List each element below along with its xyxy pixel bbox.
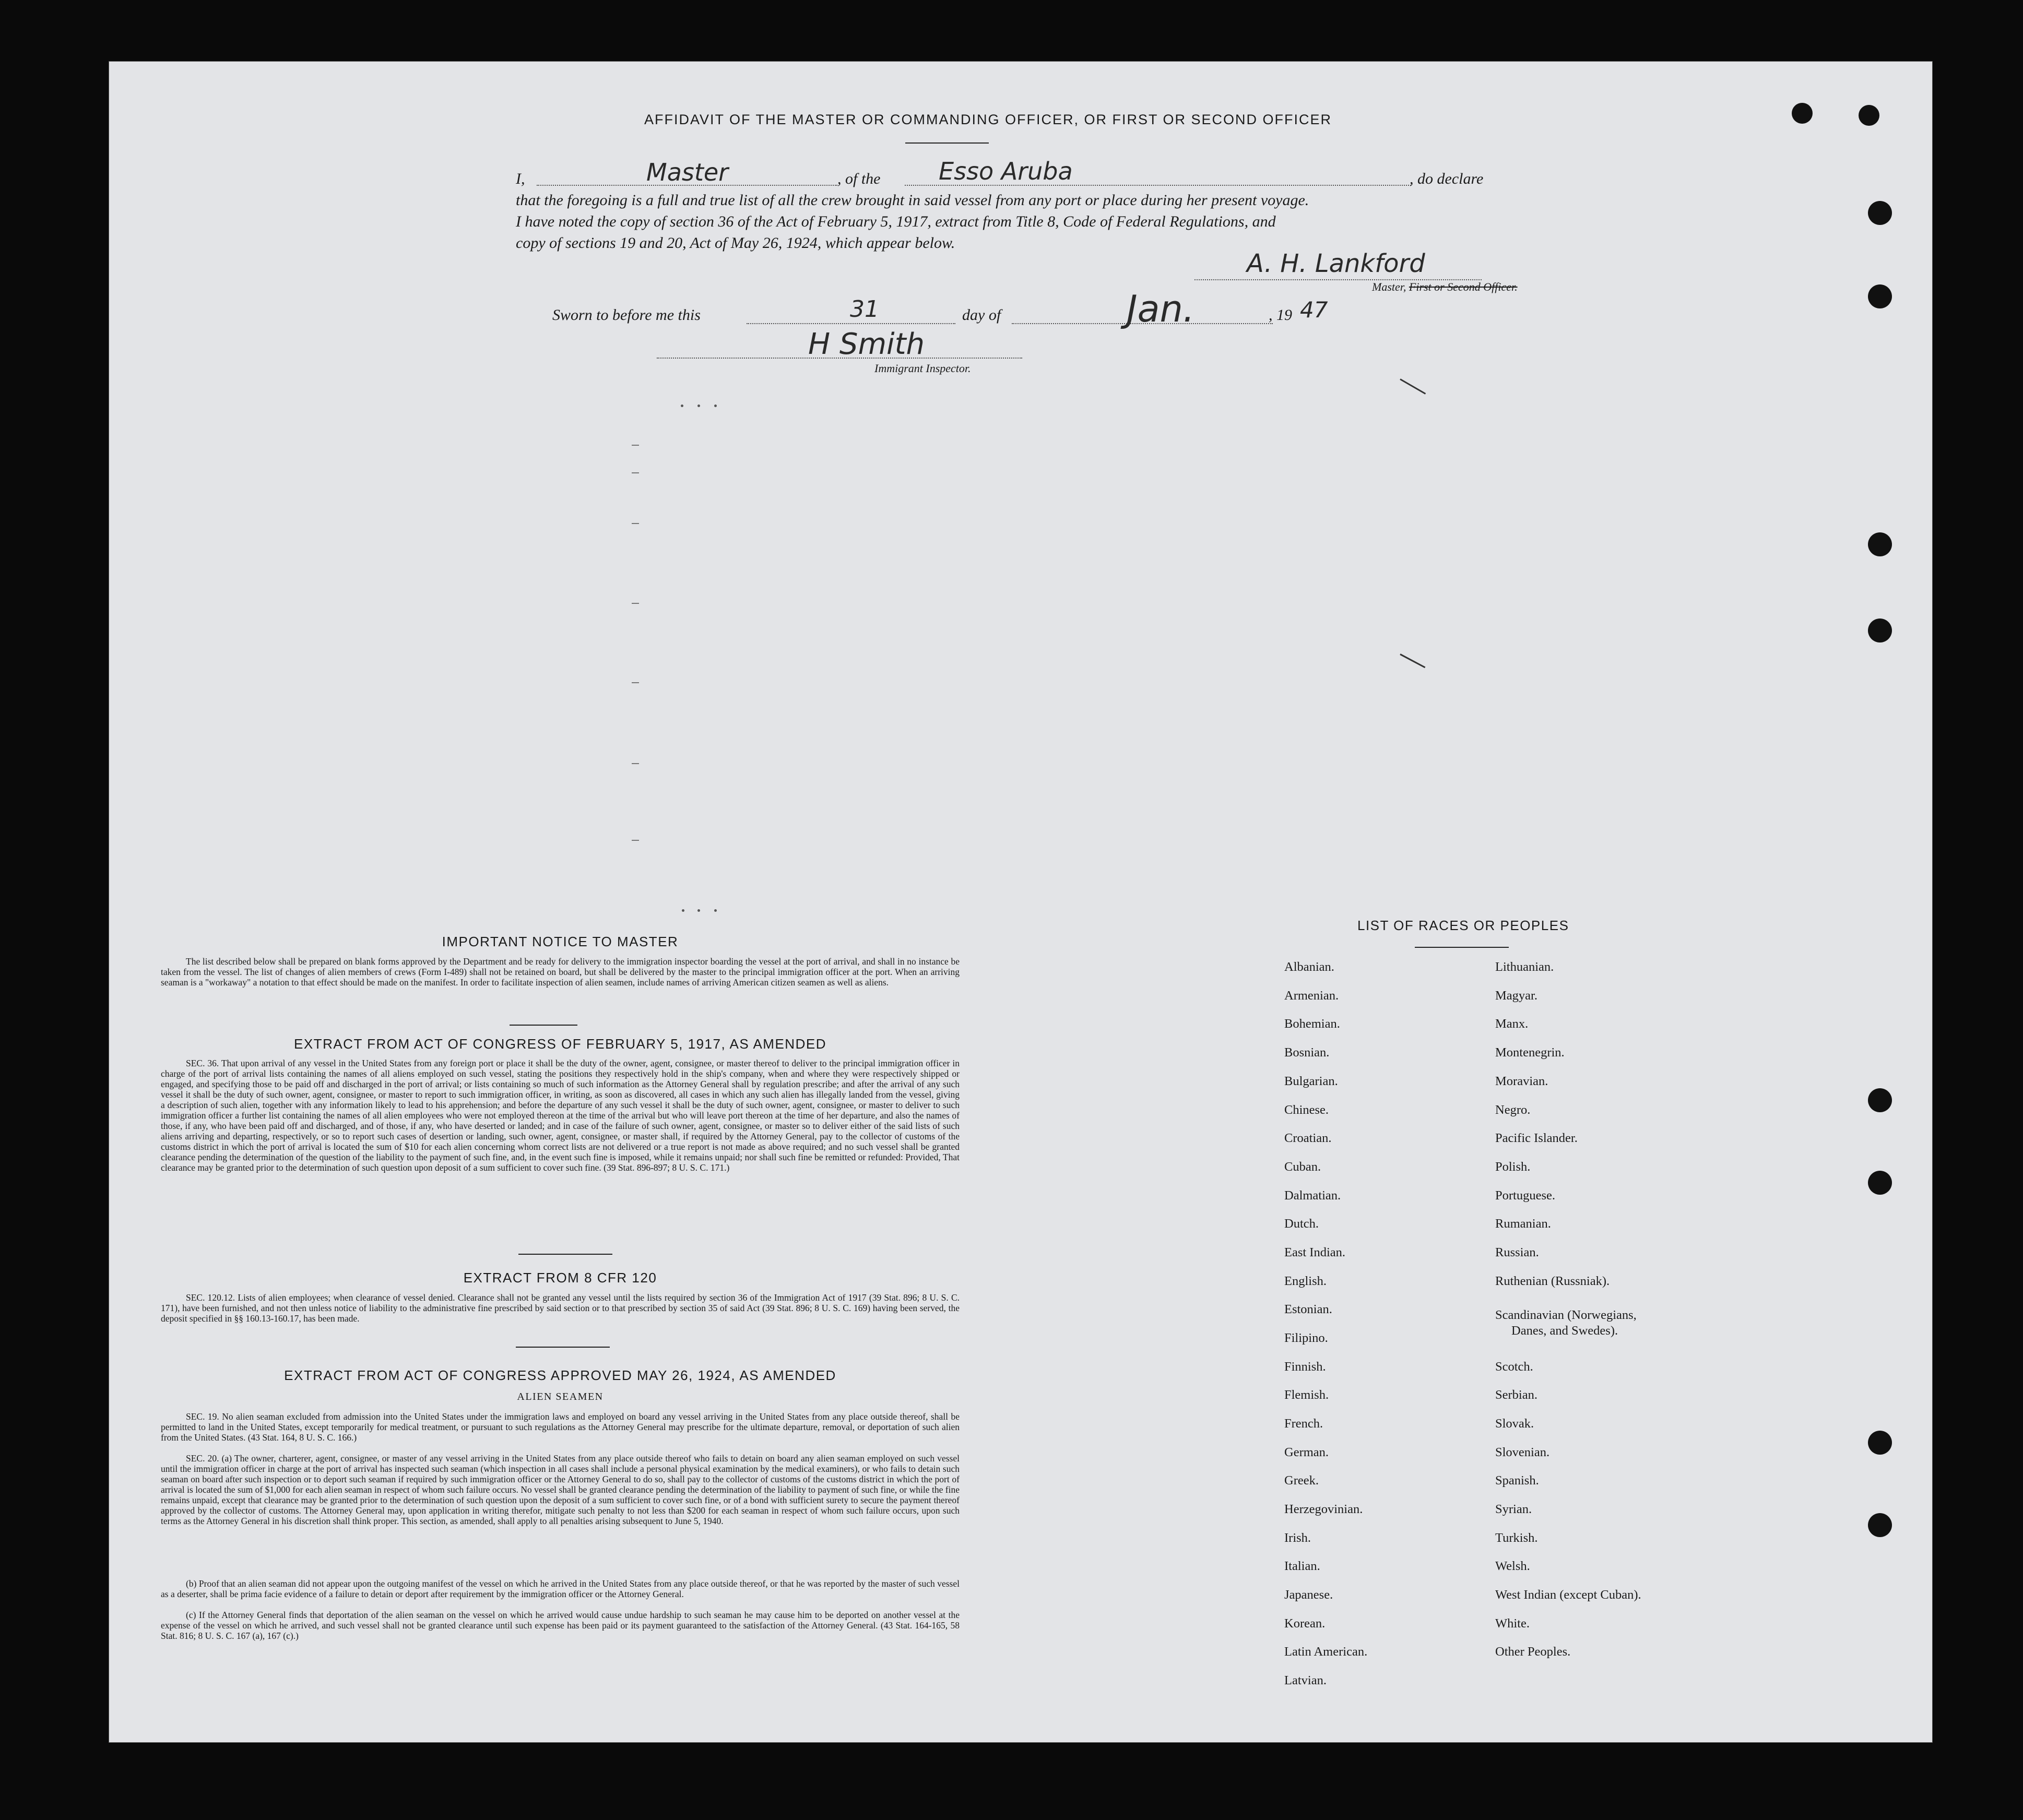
title-divider (905, 142, 989, 144)
race-item: German. (1284, 1445, 1329, 1459)
race-item: Scandinavian (Norwegians, (1495, 1308, 1637, 1322)
punch-hole (1868, 1513, 1892, 1537)
race-item: Danes, and Swedes). (1511, 1324, 1618, 1338)
race-item: Negro. (1495, 1103, 1531, 1117)
race-item: Polish. (1495, 1160, 1531, 1174)
race-item: Rumanian. (1495, 1217, 1551, 1231)
notice-title: IMPORTANT NOTICE TO MASTER (442, 934, 679, 949)
race-item: Ruthenian (Russniak). (1495, 1274, 1610, 1288)
race-item: Slovenian. (1495, 1445, 1550, 1459)
of-the-label: , of the (837, 170, 881, 187)
sec-20a-text: SEC. 20. (a) The owner, charterer, agent, consignee, or master of any vessel arriving in the United States from any place outside thereof who fails to detain on board any alien seaman employed on such vessel until the immigration officer in charge at the port of arrival has inspected such seaman (which inspection in all cases shall include a personal physical examination by the medical examiners), or who fails to detain such seaman on board after such inspection or to deport such seaman if required by such immigration officer or the Attorney General to do so, shall pay to the collector of customs of the customs district in which the port of arrival is located the sum of $1,000 for each alien seaman in respect of whom such failure occurs. No vessel shall be granted clearance pending the determination of the liability to payment of such fine, or while the fine remains unpaid, except that clearance may be granted prior to the determination of such question upon the deposit of a sum sufficient to cover such fine, or of a bond with sufficient surety to secure the payment thereof approved by the collector of customs. The Attorney General may, upon application in writing therefor, mitigate such penalty to not less than $200 for each seaman in respect of whom such failure occurs, upon such terms as the Attorney General in his discretion shall think proper. This section, as amended, shall apply to all penalties arising subsequent to June 5, 1940. (161, 1453, 960, 1526)
officer-caption (1372, 280, 1518, 294)
race-item: Serbian. (1495, 1388, 1537, 1402)
race-item: Cuban. (1284, 1160, 1321, 1174)
race-item: Dalmatian. (1284, 1188, 1341, 1203)
i-label: I, (516, 170, 525, 187)
race-item: Herzegovinian. (1284, 1502, 1363, 1516)
punch-hole (1868, 1431, 1892, 1455)
alien-seamen-subtitle: ALIEN SEAMEN (517, 1391, 604, 1402)
caption-master: Master, (1372, 280, 1406, 293)
race-item: Spanish. (1495, 1473, 1539, 1488)
race-item: Greek. (1284, 1473, 1319, 1488)
sec-19-text: SEC. 19. No alien seaman excluded from admission into the United States under the immigration laws and employed on board any vessel arriving in the United States from any place outside thereof, shall be permitted to land in the United States, except temporarily for medical treatment, or pursuant to such regulations as the Attorney General may prescribe for the ultimate departure, removal, or deportation of such alien from the United States. (43 Stat. 164, 8 U. S. C. 166.) (161, 1411, 960, 1443)
race-item: Finnish. (1284, 1360, 1326, 1374)
sworn-line (552, 288, 1482, 334)
race-item: French. (1284, 1417, 1323, 1431)
race-item: Scotch. (1495, 1360, 1533, 1374)
race-item: Dutch. (1284, 1217, 1319, 1231)
master-value: Master (646, 158, 729, 186)
race-item: Bulgarian. (1284, 1074, 1338, 1088)
sec-20b-text: (b) Proof that an alien seaman did not appear upon the outgoing manifest of the vessel on which he arrived in the United States from any place outside thereof, or that he was reported by the master of such vessel as a deserter, shall be prima facie evidence of a failure to detain or deport after requirement by the immigration officer or the Attorney General. (161, 1578, 960, 1599)
extract-1917-divider (518, 1254, 612, 1255)
race-item: Irish. (1284, 1531, 1311, 1545)
document-sheet (109, 61, 1933, 1743)
extract-cfr-text: SEC. 120.12. Lists of alien employees; when clearance of vessel denied. Clearance shall not be granted any vessel until the lists required by section 36 of the Immigration Act of 1917 (39 Stat. 896; 8 U. S. C. 171), have been furnished, and not then unless notice of liability to the administrative fine prescribed by said section or to that prescribed by section 35 of said Act (39 Stat. 896; 8 U. S. C. 169) having been served, the deposit specified in §§ 160.13-160.17, has been made. (161, 1292, 960, 1324)
punch-hole (1859, 105, 1879, 126)
punch-hole (1868, 532, 1892, 556)
race-item: Portuguese. (1495, 1188, 1555, 1203)
race-item: Russian. (1495, 1245, 1539, 1259)
race-item: Chinese. (1284, 1103, 1329, 1117)
race-item: Syrian. (1495, 1502, 1532, 1516)
extract-1924-title: EXTRACT FROM ACT OF CONGRESS APPROVED MAY 26, 1924, AS AMENDED (284, 1367, 836, 1383)
race-item: Bosnian. (1284, 1045, 1330, 1060)
sworn-year: 47 (1300, 297, 1328, 323)
races-divider (1415, 947, 1509, 948)
race-item: Filipino. (1284, 1331, 1328, 1345)
race-item: Armenian. (1284, 989, 1339, 1003)
affidavit-title: AFFIDAVIT OF THE MASTER OR COMMANDING OFFICER, OR FIRST OR SECOND OFFICER (644, 112, 1332, 127)
day-of-label: day of (962, 306, 1001, 324)
race-item: Moravian. (1495, 1074, 1548, 1088)
declaration-line: copy of sections 19 and 20, Act of May 26, 1924, which appear below. (516, 234, 955, 252)
race-item: Montenegrin. (1495, 1045, 1565, 1060)
race-item: Slovak. (1495, 1417, 1534, 1431)
punch-hole (1868, 284, 1892, 308)
declaration (516, 157, 1638, 254)
vessel-name: Esso Aruba (939, 157, 1073, 185)
race-item: Estonian. (1284, 1302, 1332, 1316)
declaration-first-line (516, 157, 1638, 189)
race-item: Pacific Islander. (1495, 1131, 1578, 1145)
race-item: White. (1495, 1616, 1530, 1631)
race-item: Latvian. (1284, 1673, 1327, 1687)
punch-hole (1868, 618, 1892, 643)
punch-hole (1868, 1171, 1892, 1195)
extract-cfr-divider (516, 1347, 610, 1348)
punch-hole (1868, 1088, 1892, 1112)
year-prefix: , 19 (1269, 306, 1292, 324)
race-item: Welsh. (1495, 1559, 1530, 1573)
race-item: Other Peoples. (1495, 1645, 1571, 1659)
race-item: Turkish. (1495, 1531, 1538, 1545)
do-declare-label: , do declare (1410, 170, 1484, 187)
race-item: English. (1284, 1274, 1327, 1288)
extract-cfr-title: EXTRACT FROM 8 CFR 120 (463, 1270, 657, 1286)
punch-hole (1868, 201, 1892, 225)
sworn-day: 31 (850, 296, 879, 323)
inspector-signature: H Smith (808, 327, 925, 361)
race-item: Lithuanian. (1495, 960, 1554, 974)
notice-divider (510, 1025, 577, 1026)
officer-signature: A. H. Lankford (1247, 249, 1425, 278)
race-item: Manx. (1495, 1017, 1529, 1031)
notice-text: The list described below shall be prepared on blank forms approved by the Department and be ready for delivery to the immigration inspector boarding the vessel at the port of arrival, and shall in no instance be taken from the vessel. The list of changes of alien members of crews (Form I-489) shall not be retained on board, but shall be delivered by the master to the principal immigration officer at the port. When an arriving seaman is a "workaway" a notation to that effect should be made on the manifest. In order to facilitate inspection of alien seamen, include names of arriving American citizen seamen as well as aliens. (161, 956, 960, 988)
sworn-label: Sworn to before me this (552, 306, 701, 324)
extract-1917-title: EXTRACT FROM ACT OF CONGRESS OF FEBRUARY 5, 1917, AS AMENDED (294, 1036, 826, 1052)
caption-struck: First or Second Officer. (1409, 280, 1518, 293)
inspector-caption: Immigrant Inspector. (874, 362, 971, 375)
race-item: Latin American. (1284, 1645, 1368, 1659)
race-item: Albanian. (1284, 960, 1334, 974)
race-item: Korean. (1284, 1616, 1326, 1631)
sec-20c-text: (c) If the Attorney General finds that deportation of the alien seaman on the vessel on which he arrived would cause undue hardship to such seaman he may cause him to be deported on another vessel at the expense of the vessel on which he arrived, and such vessel shall not be granted clearance until such expense has been paid or its payment guaranteed to the satisfaction of the Attorney General. (43 Stat. 164-165, 58 Stat. 816; 8 U. S. C. 167 (a), 167 (c).) (161, 1610, 960, 1641)
race-item: Flemish. (1284, 1388, 1329, 1402)
race-item: Croatian. (1284, 1131, 1332, 1145)
declaration-line: I have noted the copy of section 36 of the Act of February 5, 1917, extract from Title 8, Code of Federal Regulations, and (516, 213, 1276, 230)
punch-hole (1792, 103, 1813, 124)
race-item: East Indian. (1284, 1245, 1346, 1259)
declaration-line: that the foregoing is a full and true list of all the crew brought in said vessel from any port or place during her present voyage. (516, 192, 1309, 209)
races-title: LIST OF RACES OR PEOPLES (1357, 918, 1569, 933)
race-item: Magyar. (1495, 989, 1537, 1003)
race-item: Bohemian. (1284, 1017, 1340, 1031)
race-item: Italian. (1284, 1559, 1320, 1573)
race-item: West Indian (except Cuban). (1495, 1588, 1641, 1602)
race-item: Japanese. (1284, 1588, 1333, 1602)
extract-1917-text: SEC. 36. That upon arrival of any vessel in the United States from any foreign port or place it shall be the duty of the owner, agent, consignee, or master thereof to deliver to the principal immigration officer in charge of the port of arrival lists containing the names of all aliens employed on such vessel, stating the positions they respectively hold in the ship's company, when and where they were respectively shipped or engaged, and specifying those to be paid off and discharged in the port of arrival; or lists containing so much of such information as the Attorney General shall by regulation prescribe; and after the arrival of any such vessel it shall be the duty of such owner, agent, consignee, or master to report to such immigration officer, in writing, as soon as discovered, all cases in which any such alien has illegally landed from the vessel, giving a description of such alien, together with any information likely to lead to his apprehension; and before the departure of any such vessel it shall be the duty of such owner, agent, consignee, or master to deliver to such immigration officer a further list containing the names of all alien employees who were not employed thereon at the time of the arrival but who will leave port thereon at the time of her departure, and also the names of those, if any, who have been paid off and discharged, and of those, if any, who have deserted or landed; and in case of the failure of such owner, agent, consignee, or master so to deliver either of the said lists of such aliens arriving and departing, respectively, or so to report such cases of desertion or landing, such owner, agent, consignee, or master shall, if required by the Attorney General, pay to the collector of customs of the customs district in which the port of arrival is located the sum of $10 for each alien concerning whom correct lists are not delivered or a true report is not made as above required; and no such vessel shall be granted clearance pending the determination of the question of the liability to the payment of such fine, and, in the event such fine is imposed, while it remains unpaid; nor shall such fine be remitted or refunded: Provided, That clearance may be granted prior to the determination of such question upon deposit of a sum sufficient to cover such fine. (39 Stat. 896-897; 8 U. S. C. 171.) (161, 1058, 960, 1173)
sworn-month: Jan. (1127, 288, 1195, 330)
